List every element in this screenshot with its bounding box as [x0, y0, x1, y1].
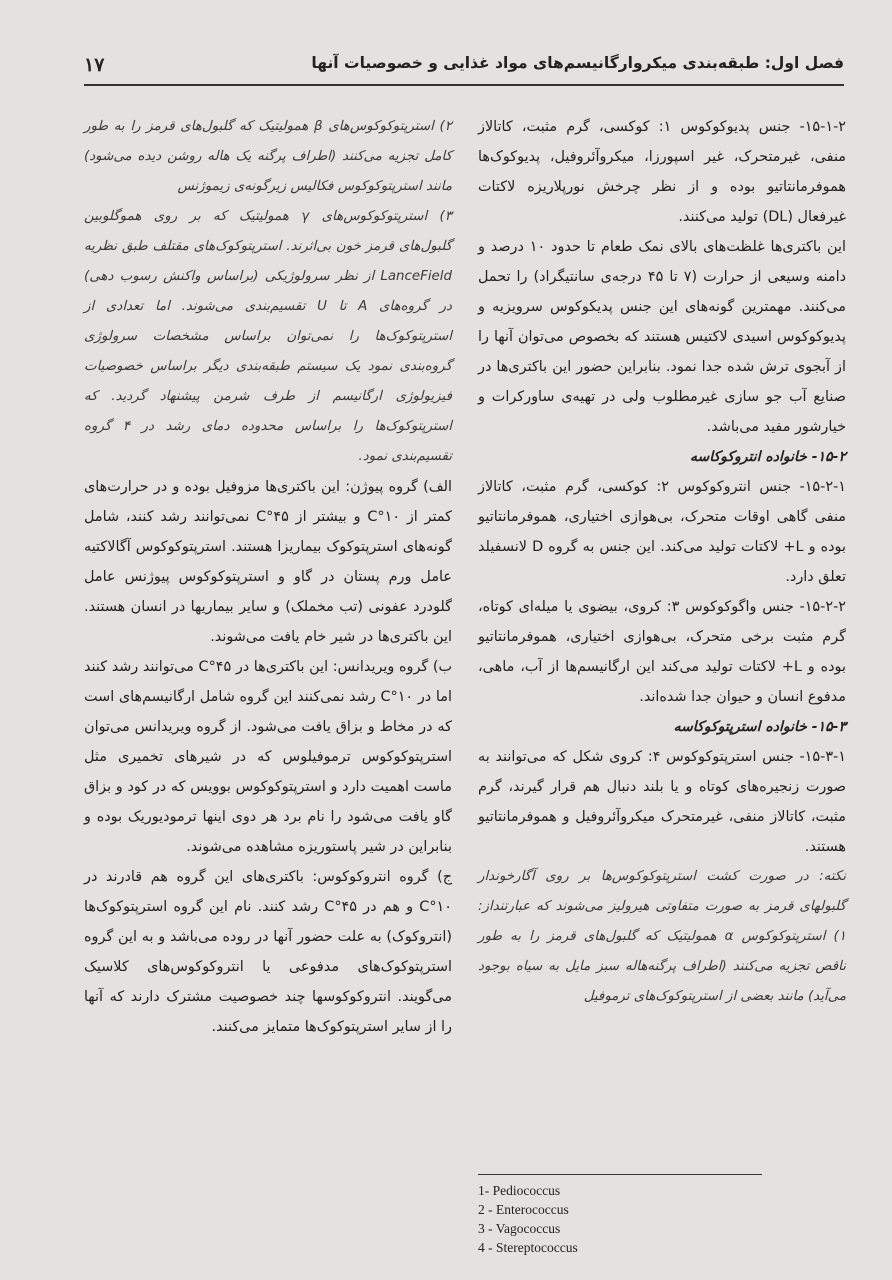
viridans-group-paragraph: ب) گروه ویریدانس: این باکتری‌ها در ۴۵°C می‌توانند رشد کنند اما در ۱۰°C رشد نمی‌کنند این گروه شامل ارگانیسم‌های است که در مخاط و بزاق یافت می‌شود. از گروه ویریدانس می‌توان استرپتوکوکوس ترموفیلوس که در شیرهای تخمیری مثل ماست اهمیت دارد و استرپتوکوکوس بوویس که در کود و بزاق گاو یافت می‌شود را نام برد هر دوی اینها ترمودیوریک بوده و بنابراین در شیر پاستوریزه مشاهده می‌شوند. — [84, 659, 452, 855]
vagococcus-paragraph: ۱۵-۲-۲- جنس واگوکوکوس ۳: کروی، بیضوی یا میله‌ای کوتاه، گرم مثبت برخی متحرک، بی‌هوازی اختیاری، هموفرمانتاتیو بوده و L+ لاکتات تولید می‌کند این ارگانیسم‌ها از آب، ماهی، مدفوع انسان و حیوان جدا شده‌اند. — [478, 599, 847, 705]
page-header — [84, 50, 844, 86]
footnote-1: 1- Pediococcus — [478, 1183, 561, 1198]
beta-hemolytic-item: ۲) استرپتوکوکوس‌های β همولیتیک که گلبول‌های قرمز را به طور کامل تجزیه می‌کنند (اطراف پرگنه یک هاله روشن دیده می‌شود) مانند استرپتوکوکوس فکالیس زیرگونه‌ی زیموژنس — [84, 119, 452, 194]
footnote-3: 3 - Vagococcus — [478, 1221, 561, 1236]
gamma-hemolytic-item: ۳) استرپتوکوکوس‌های γ همولیتیک که بر روی هموگلوبین گلبول‌های قرمز خون بی‌اثرند. استرپتوکوک‌های مقتلف طبق نظریه LanceField از نظر سرولوژیکی (براساس واکنش رسوب دهی) در گروه‌های A تا U تقسیم‌بندی می‌شوند. اما تعدادی از استرپتوکوک‌ها را نمی‌توان براساس مشخصات سرولوژی گروه‌بندی نمود یک سیستم طبقه‌بندی دیگر براساس خصوصیات فیزیولوژی ارگانیسم از طرف شرمن پیشنهاد گردید. که استرپتوکوک‌ها را براساس محدوده دمای رشد در ۴ گروه تقسیم‌بندی نمود. — [84, 209, 453, 464]
pediococcus-tolerance-paragraph: این باکتری‌ها غلظت‌های بالای نمک طعام تا حدود ۱۰ درصد و دامنه وسیعی از حرارت (۷ تا ۴۵ درجه‌ی سانتیگراد) را تحمل می‌کنند. مهمترین گونه‌های این جنس پدیکوکوس سرویزیه و پدیوکوکوس اسیدی لاکتیس هستند که بخصوص می‌توان آنها را از آبجوی ترش شده جدا نمود. بنابراین حضور این باکتری‌ها در صنایع آب جو سازی غیرمطلوب ولی در تهیه‌ی ساورکرات و خیارشور مفید می‌باشد. — [478, 239, 846, 435]
enterococcus-paragraph: ۱۵-۲-۱- جنس انتروکوکوس ۲: کوکسی، گرم مثبت، کاتالاز منفی گاهی اوقات متحرک، بی‌هوازی اختیاری، هموفرمانتاتیو بوده و L+ لاکتات تولید می‌کند. این جنس به گروه D لانسفیلد تعلق دارد. — [478, 479, 846, 585]
streptococcus-paragraph: ۱۵-۳-۱- جنس استرپتوکوکوس ۴: کروی شکل که می‌توانند به صورت زنجیره‌های کوتاه و یا بلند دنبال هم قرار گیرند، گرم مثبت، کاتالاز منفی، غیرمتحرک میکروآئروفیل و هموفرمانتاتیو هستند. — [478, 749, 846, 855]
right-column — [478, 112, 846, 1012]
page-number: ۱۷ — [84, 54, 105, 76]
chapter-title: فصل اول: طبقه‌بندی میکروارگانیسم‌های مواد غذایی و خصوصیات آنها — [311, 54, 844, 72]
footnote-4: 4 - Stereptococcus — [478, 1240, 578, 1255]
footnote-2: 2 - Enterococcus — [478, 1202, 569, 1217]
streptococcaceae-heading: ۱۵-۳- خانواده استرپتوکوکاسه — [673, 719, 846, 735]
note-paragraph: نکته: در صورت کشت استرپتوکوکوس‌ها بر روی آگارخوندار گلبولهای قرمز به صورت متفاوتی هیرولیز می‌شوند که عبارتنداز: ۱) استرپتوکوکوس α همولیتیک که گلبول‌های قرمز را به طور ناقص تجزیه می‌کنند (اطراف پرگنه‌هاله سبز مایل به سیاه بوجود می‌آید) مانند بعضی از استرپتوکوک‌های ترموفیل — [478, 869, 846, 1004]
enterococcaceae-heading: ۱۵-۲- خانواده انتروکوکاسه — [689, 449, 846, 465]
left-column — [84, 112, 452, 1042]
footnote-divider — [478, 1174, 762, 1175]
pediococcus-paragraph: ۱۵-۱-۲- جنس پدیوکوکوس ۱: کوکسی، گرم مثبت، کاتالاز منفی، غیرمتحرک، غیر اسپورزا، میکروآئروفیل، پدیوکوک‌ها هموفرمانتاتیو بوده و از نظر چرخش نورپلاریزه لاکتات غیرفعال (DL) تولید می‌کنند. — [478, 119, 846, 225]
pyogenic-group-paragraph: الف) گروه پیوژن: این باکتری‌ها مزوفیل بوده و در حرارت‌های کمتر از ۱۰°C و بیشتر از ۴۵°C نمی‌توانند رشد کنند، شامل گونه‌های استرپتوکوک بیماریزا هستند. استرپتوکوکوس آگالاکتیه عامل ورم پستان در گاو و استرپتوکوکوس پیوژنس عامل گلودرد عفونی (تب مخملک) و سایر بیماریها در انسان هستند. این باکتری‌ها در شیر خام یافت می‌شوند. — [84, 479, 452, 645]
enterococcus-group-paragraph: ج) گروه انتروکوکوس: باکتری‌های این گروه هم قادرند در ۱۰°C و هم در ۴۵°C رشد کنند. نام این گروه استرپتوکوک‌ها (انتروکوک) به علت حضور آنها در روده می‌باشد و به این گروه استرپتوکوک‌های مدفوعی یا انتروکوکوس‌های کلاسیک می‌گویند. انتروکوکوسها چند خصوصیت مشترک دارند که آنها را از سایر استرپتوکوک‌ها متمایز می‌کنند. — [84, 869, 453, 1035]
